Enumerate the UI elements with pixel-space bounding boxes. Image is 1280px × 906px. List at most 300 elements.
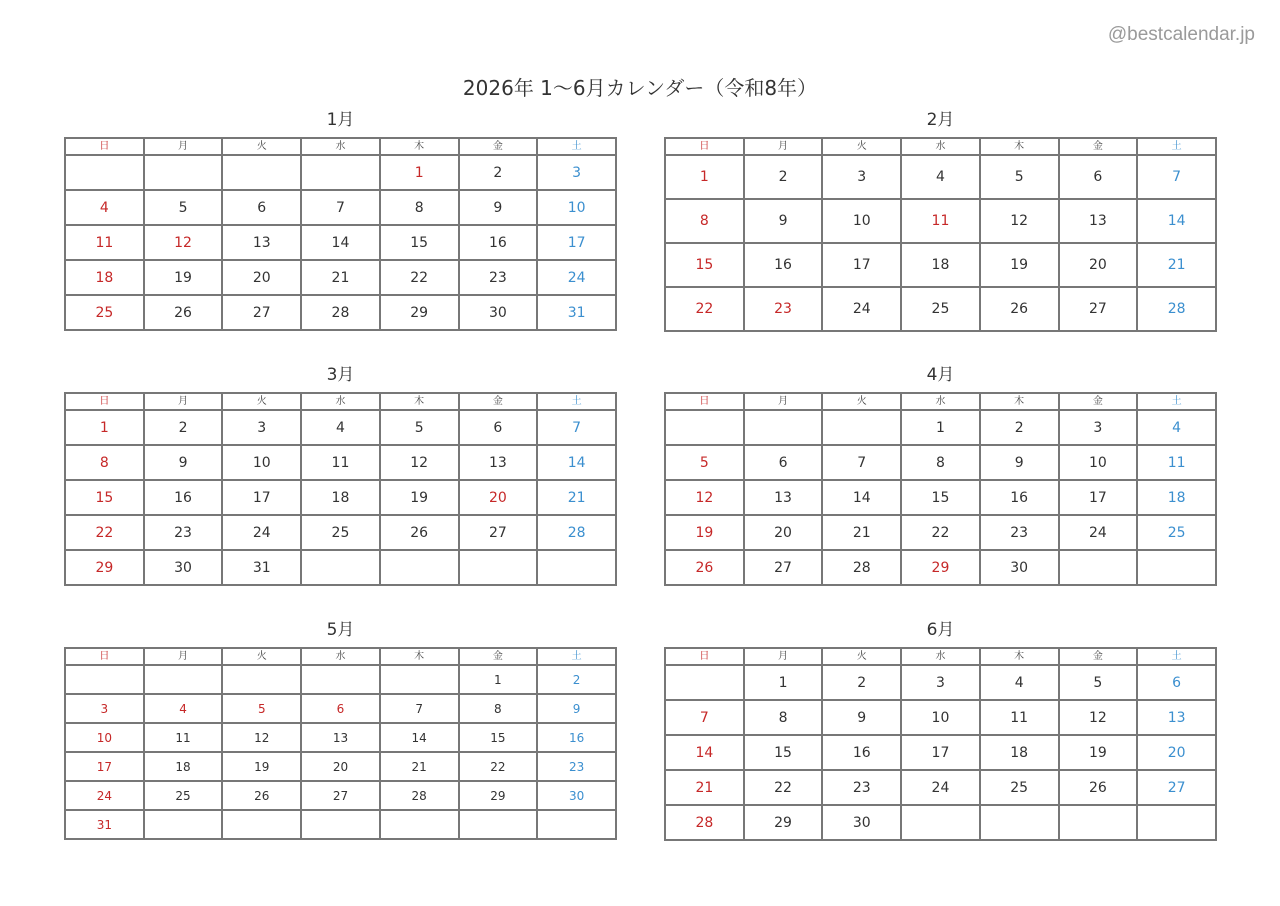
day-cell: 16 xyxy=(459,225,538,260)
weekday-label: 水 xyxy=(301,648,380,665)
day-cell: 9 xyxy=(144,445,223,480)
day-cell: 22 xyxy=(744,770,823,805)
day-cell: 20 xyxy=(222,260,301,295)
day-cell: 10 xyxy=(1059,445,1138,480)
day-cell: 1 xyxy=(459,665,538,694)
month-title: 1月 xyxy=(326,110,355,130)
week-row xyxy=(665,665,1216,700)
day-cell: 8 xyxy=(65,445,144,480)
month-title: 5月 xyxy=(326,620,355,640)
day-cell: 28 xyxy=(1137,287,1216,331)
day-cell: 20 xyxy=(744,515,823,550)
day-cell: 14 xyxy=(822,480,901,515)
week-row xyxy=(65,445,616,480)
day-cell: 3 xyxy=(537,155,616,190)
day-cell: 14 xyxy=(301,225,380,260)
weekday-label: 火 xyxy=(822,648,901,665)
weekday-label: 土 xyxy=(537,648,616,665)
day-cell: 29 xyxy=(459,781,538,810)
day-cell: 26 xyxy=(1059,770,1138,805)
day-cell: 8 xyxy=(459,694,538,723)
day-cell: 22 xyxy=(380,260,459,295)
day-cell: 26 xyxy=(144,295,223,330)
weekday-label: 木 xyxy=(380,138,459,155)
day-cell: 19 xyxy=(144,260,223,295)
day-cell: 21 xyxy=(537,480,616,515)
day-cell: 23 xyxy=(459,260,538,295)
week-row xyxy=(65,515,616,550)
weekday-header-row xyxy=(65,648,616,665)
day-cell: 27 xyxy=(301,781,380,810)
week-row xyxy=(665,805,1216,840)
day-cell: 5 xyxy=(380,410,459,445)
day-cell: 21 xyxy=(380,752,459,781)
day-cell: 25 xyxy=(1137,515,1216,550)
day-cell: 4 xyxy=(1137,410,1216,445)
day-cell: 27 xyxy=(744,550,823,585)
day-cell: 17 xyxy=(1059,480,1138,515)
weekday-label: 月 xyxy=(144,648,223,665)
day-cell: 20 xyxy=(1059,243,1138,287)
day-cell: 25 xyxy=(65,295,144,330)
day-cell: 1 xyxy=(665,155,744,199)
week-row xyxy=(65,781,616,810)
day-cell: 3 xyxy=(901,665,980,700)
weekday-label: 火 xyxy=(222,648,301,665)
day-cell: 3 xyxy=(65,694,144,723)
day-cell: 12 xyxy=(380,445,459,480)
day-cell: 4 xyxy=(144,694,223,723)
empty-day-cell xyxy=(144,810,223,839)
day-cell: 19 xyxy=(222,752,301,781)
day-cell: 4 xyxy=(980,665,1059,700)
day-cell: 30 xyxy=(822,805,901,840)
empty-day-cell xyxy=(744,410,823,445)
day-cell: 17 xyxy=(822,243,901,287)
day-cell: 6 xyxy=(744,445,823,480)
week-row xyxy=(665,287,1216,331)
weekday-label: 月 xyxy=(744,138,823,155)
empty-day-cell xyxy=(1059,550,1138,585)
day-cell: 29 xyxy=(380,295,459,330)
day-cell: 11 xyxy=(901,199,980,243)
day-cell: 21 xyxy=(1137,243,1216,287)
empty-day-cell xyxy=(380,665,459,694)
day-cell: 9 xyxy=(459,190,538,225)
day-cell: 11 xyxy=(301,445,380,480)
day-cell: 29 xyxy=(744,805,823,840)
weekday-label: 金 xyxy=(459,648,538,665)
day-cell: 25 xyxy=(980,770,1059,805)
week-row xyxy=(665,199,1216,243)
day-cell: 17 xyxy=(537,225,616,260)
day-cell: 2 xyxy=(744,155,823,199)
empty-day-cell xyxy=(665,410,744,445)
day-cell: 20 xyxy=(1137,735,1216,770)
weekday-label: 金 xyxy=(459,393,538,410)
day-cell: 23 xyxy=(744,287,823,331)
month-calendar-june xyxy=(664,617,1217,841)
day-cell: 9 xyxy=(822,700,901,735)
weekday-label: 水 xyxy=(301,138,380,155)
weekday-header-row xyxy=(665,393,1216,410)
empty-day-cell xyxy=(1059,805,1138,840)
day-cell: 27 xyxy=(222,295,301,330)
day-cell: 5 xyxy=(980,155,1059,199)
weekday-label: 土 xyxy=(537,138,616,155)
day-cell: 7 xyxy=(1137,155,1216,199)
day-cell: 26 xyxy=(980,287,1059,331)
day-cell: 16 xyxy=(980,480,1059,515)
day-cell: 21 xyxy=(665,770,744,805)
day-cell: 22 xyxy=(459,752,538,781)
weekday-label: 月 xyxy=(744,393,823,410)
month-calendar-may xyxy=(64,617,617,840)
calendar-grid xyxy=(64,392,617,586)
day-cell: 27 xyxy=(459,515,538,550)
empty-day-cell xyxy=(65,155,144,190)
empty-day-cell xyxy=(380,550,459,585)
day-cell: 20 xyxy=(459,480,538,515)
day-cell: 11 xyxy=(144,723,223,752)
day-cell: 14 xyxy=(1137,199,1216,243)
week-row xyxy=(665,155,1216,199)
day-cell: 6 xyxy=(222,190,301,225)
empty-day-cell xyxy=(665,665,744,700)
day-cell: 24 xyxy=(537,260,616,295)
week-row xyxy=(65,155,616,190)
weekday-label: 木 xyxy=(380,648,459,665)
empty-day-cell xyxy=(980,805,1059,840)
day-cell: 2 xyxy=(459,155,538,190)
empty-day-cell xyxy=(822,410,901,445)
week-row xyxy=(65,410,616,445)
day-cell: 24 xyxy=(65,781,144,810)
weekday-label: 水 xyxy=(901,648,980,665)
week-row xyxy=(65,810,616,839)
day-cell: 12 xyxy=(1059,700,1138,735)
day-cell: 12 xyxy=(144,225,223,260)
day-cell: 7 xyxy=(380,694,459,723)
weekday-label: 水 xyxy=(901,138,980,155)
empty-day-cell xyxy=(144,155,223,190)
weekday-label: 木 xyxy=(380,393,459,410)
weekday-label: 水 xyxy=(301,393,380,410)
day-cell: 7 xyxy=(665,700,744,735)
day-cell: 11 xyxy=(65,225,144,260)
day-cell: 7 xyxy=(301,190,380,225)
month-title: 3月 xyxy=(326,365,355,385)
day-cell: 13 xyxy=(222,225,301,260)
weekday-label: 土 xyxy=(537,393,616,410)
day-cell: 24 xyxy=(222,515,301,550)
week-row xyxy=(665,770,1216,805)
week-row xyxy=(65,260,616,295)
day-cell: 1 xyxy=(744,665,823,700)
day-cell: 2 xyxy=(980,410,1059,445)
week-row xyxy=(65,723,616,752)
day-cell: 10 xyxy=(822,199,901,243)
month-calendar-january xyxy=(64,107,617,331)
day-cell: 8 xyxy=(901,445,980,480)
day-cell: 25 xyxy=(301,515,380,550)
weekday-label: 日 xyxy=(65,393,144,410)
day-cell: 22 xyxy=(65,515,144,550)
day-cell: 7 xyxy=(537,410,616,445)
day-cell: 14 xyxy=(537,445,616,480)
day-cell: 25 xyxy=(901,287,980,331)
day-cell: 10 xyxy=(537,190,616,225)
week-row xyxy=(665,550,1216,585)
day-cell: 23 xyxy=(537,752,616,781)
week-row xyxy=(65,752,616,781)
day-cell: 18 xyxy=(980,735,1059,770)
day-cell: 17 xyxy=(222,480,301,515)
weekday-label: 土 xyxy=(1137,138,1216,155)
calendar-grid xyxy=(664,647,1217,841)
day-cell: 10 xyxy=(222,445,301,480)
empty-day-cell xyxy=(1137,550,1216,585)
day-cell: 19 xyxy=(380,480,459,515)
weekday-label: 木 xyxy=(980,393,1059,410)
weekday-header-row xyxy=(65,138,616,155)
week-row xyxy=(65,480,616,515)
day-cell: 18 xyxy=(301,480,380,515)
week-row xyxy=(65,295,616,330)
day-cell: 26 xyxy=(380,515,459,550)
empty-day-cell xyxy=(144,665,223,694)
day-cell: 9 xyxy=(744,199,823,243)
day-cell: 16 xyxy=(744,243,823,287)
weekday-label: 木 xyxy=(980,648,1059,665)
calendar-grid xyxy=(64,137,617,331)
day-cell: 25 xyxy=(144,781,223,810)
day-cell: 11 xyxy=(1137,445,1216,480)
month-title: 6月 xyxy=(926,620,955,640)
day-cell: 9 xyxy=(980,445,1059,480)
day-cell: 13 xyxy=(459,445,538,480)
empty-day-cell xyxy=(65,665,144,694)
day-cell: 31 xyxy=(65,810,144,839)
day-cell: 9 xyxy=(537,694,616,723)
day-cell: 17 xyxy=(65,752,144,781)
day-cell: 6 xyxy=(301,694,380,723)
empty-day-cell xyxy=(301,810,380,839)
day-cell: 6 xyxy=(1059,155,1138,199)
month-title: 4月 xyxy=(926,365,955,385)
day-cell: 16 xyxy=(822,735,901,770)
day-cell: 28 xyxy=(665,805,744,840)
day-cell: 23 xyxy=(980,515,1059,550)
day-cell: 13 xyxy=(1059,199,1138,243)
weekday-label: 金 xyxy=(1059,648,1138,665)
weekday-label: 土 xyxy=(1137,648,1216,665)
empty-day-cell xyxy=(901,805,980,840)
day-cell: 24 xyxy=(822,287,901,331)
month-title: 2月 xyxy=(926,110,955,130)
day-cell: 3 xyxy=(1059,410,1138,445)
day-cell: 12 xyxy=(980,199,1059,243)
day-cell: 4 xyxy=(301,410,380,445)
day-cell: 8 xyxy=(380,190,459,225)
day-cell: 5 xyxy=(222,694,301,723)
day-cell: 8 xyxy=(665,199,744,243)
weekday-label: 月 xyxy=(744,648,823,665)
week-row xyxy=(65,665,616,694)
day-cell: 29 xyxy=(65,550,144,585)
day-cell: 5 xyxy=(1059,665,1138,700)
weekday-label: 土 xyxy=(1137,393,1216,410)
weekday-label: 火 xyxy=(822,138,901,155)
day-cell: 21 xyxy=(822,515,901,550)
weekday-label: 火 xyxy=(222,138,301,155)
week-row xyxy=(65,190,616,225)
empty-day-cell xyxy=(222,810,301,839)
day-cell: 5 xyxy=(144,190,223,225)
day-cell: 1 xyxy=(380,155,459,190)
day-cell: 29 xyxy=(901,550,980,585)
empty-day-cell xyxy=(380,810,459,839)
day-cell: 12 xyxy=(222,723,301,752)
day-cell: 4 xyxy=(65,190,144,225)
week-row xyxy=(665,515,1216,550)
day-cell: 6 xyxy=(459,410,538,445)
weekday-label: 木 xyxy=(980,138,1059,155)
day-cell: 15 xyxy=(380,225,459,260)
weekday-header-row xyxy=(65,393,616,410)
weekday-label: 金 xyxy=(459,138,538,155)
day-cell: 15 xyxy=(744,735,823,770)
empty-day-cell xyxy=(222,665,301,694)
calendar-grid xyxy=(64,647,617,840)
day-cell: 31 xyxy=(537,295,616,330)
empty-day-cell xyxy=(459,810,538,839)
empty-day-cell xyxy=(301,155,380,190)
day-cell: 15 xyxy=(459,723,538,752)
week-row xyxy=(65,550,616,585)
month-calendar-february xyxy=(664,107,1217,332)
day-cell: 27 xyxy=(1137,770,1216,805)
week-row xyxy=(665,445,1216,480)
day-cell: 30 xyxy=(537,781,616,810)
weekday-label: 火 xyxy=(822,393,901,410)
watermark-text: @bestcalendar.jp xyxy=(1107,24,1255,45)
day-cell: 23 xyxy=(822,770,901,805)
day-cell: 7 xyxy=(822,445,901,480)
page-title: 2026年 1〜6月カレンダー（令和8年） xyxy=(462,76,818,100)
day-cell: 15 xyxy=(65,480,144,515)
empty-day-cell xyxy=(301,665,380,694)
calendar-grid xyxy=(664,392,1217,586)
day-cell: 15 xyxy=(665,243,744,287)
empty-day-cell xyxy=(1137,805,1216,840)
weekday-header-row xyxy=(665,138,1216,155)
day-cell: 1 xyxy=(65,410,144,445)
week-row xyxy=(665,700,1216,735)
day-cell: 14 xyxy=(665,735,744,770)
weekday-label: 日 xyxy=(665,138,744,155)
week-row xyxy=(65,694,616,723)
weekday-label: 日 xyxy=(665,393,744,410)
empty-day-cell xyxy=(537,550,616,585)
day-cell: 16 xyxy=(537,723,616,752)
day-cell: 26 xyxy=(665,550,744,585)
weekday-label: 日 xyxy=(65,648,144,665)
empty-day-cell xyxy=(222,155,301,190)
day-cell: 26 xyxy=(222,781,301,810)
day-cell: 30 xyxy=(980,550,1059,585)
weekday-header-row xyxy=(665,648,1216,665)
day-cell: 19 xyxy=(1059,735,1138,770)
weekday-label: 金 xyxy=(1059,393,1138,410)
day-cell: 30 xyxy=(459,295,538,330)
day-cell: 31 xyxy=(222,550,301,585)
day-cell: 13 xyxy=(744,480,823,515)
day-cell: 28 xyxy=(380,781,459,810)
day-cell: 3 xyxy=(822,155,901,199)
day-cell: 6 xyxy=(1137,665,1216,700)
day-cell: 10 xyxy=(65,723,144,752)
day-cell: 27 xyxy=(1059,287,1138,331)
day-cell: 24 xyxy=(901,770,980,805)
empty-day-cell xyxy=(459,550,538,585)
day-cell: 18 xyxy=(901,243,980,287)
day-cell: 23 xyxy=(144,515,223,550)
day-cell: 2 xyxy=(144,410,223,445)
weekday-label: 金 xyxy=(1059,138,1138,155)
day-cell: 21 xyxy=(301,260,380,295)
day-cell: 18 xyxy=(1137,480,1216,515)
week-row xyxy=(665,735,1216,770)
weekday-label: 日 xyxy=(65,138,144,155)
weekday-label: 月 xyxy=(144,138,223,155)
day-cell: 3 xyxy=(222,410,301,445)
day-cell: 12 xyxy=(665,480,744,515)
day-cell: 10 xyxy=(901,700,980,735)
empty-day-cell xyxy=(537,810,616,839)
day-cell: 19 xyxy=(980,243,1059,287)
week-row xyxy=(665,410,1216,445)
day-cell: 30 xyxy=(144,550,223,585)
day-cell: 11 xyxy=(980,700,1059,735)
day-cell: 8 xyxy=(744,700,823,735)
week-row xyxy=(665,480,1216,515)
day-cell: 20 xyxy=(301,752,380,781)
day-cell: 2 xyxy=(822,665,901,700)
day-cell: 14 xyxy=(380,723,459,752)
calendar-grid xyxy=(664,137,1217,332)
month-calendar-april xyxy=(664,362,1217,586)
day-cell: 28 xyxy=(537,515,616,550)
day-cell: 13 xyxy=(1137,700,1216,735)
day-cell: 4 xyxy=(901,155,980,199)
day-cell: 22 xyxy=(901,515,980,550)
day-cell: 19 xyxy=(665,515,744,550)
day-cell: 18 xyxy=(144,752,223,781)
weekday-label: 火 xyxy=(222,393,301,410)
day-cell: 5 xyxy=(665,445,744,480)
weekday-label: 水 xyxy=(901,393,980,410)
day-cell: 1 xyxy=(901,410,980,445)
week-row xyxy=(65,225,616,260)
weekday-label: 日 xyxy=(665,648,744,665)
day-cell: 17 xyxy=(901,735,980,770)
day-cell: 24 xyxy=(1059,515,1138,550)
day-cell: 28 xyxy=(301,295,380,330)
day-cell: 28 xyxy=(822,550,901,585)
day-cell: 15 xyxy=(901,480,980,515)
month-calendar-march xyxy=(64,362,617,586)
